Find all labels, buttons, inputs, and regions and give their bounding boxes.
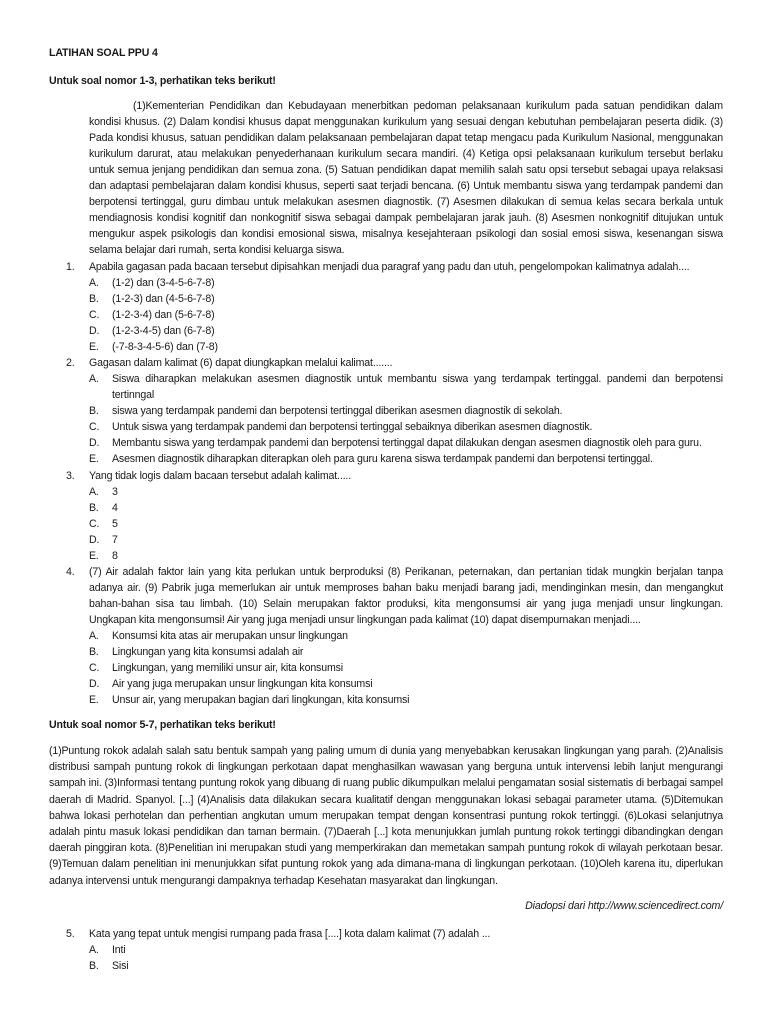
question-stem: Gagasan dalam kalimat (6) dapat diungkapkan melalui kalimat....... (89, 357, 393, 369)
answer-option: C. (1-2-3-4) dan (5-6-7-8) (89, 309, 215, 321)
section2-instruction: Untuk soal nomor 5-7, perhatikan teks berikut! (49, 719, 276, 731)
answer-option: E. 8 (89, 550, 118, 562)
question-stem: Apabila gagasan pada bacaan tersebut dipisahkan menjadi dua paragraf yang padu dan utuh, pengelompokan kalimatnya adalah.... (89, 261, 690, 273)
question-number: 3. (66, 470, 75, 482)
answer-option: C. Lingkungan, yang memiliki unsur air, kita konsumsi (89, 662, 343, 674)
answer-option: A. Konsumsi kita atas air merupakan unsur lingkungan (89, 630, 348, 642)
answer-option: A. Siswa diharapkan melakukan asesmen diagnostik untuk membantu siswa yang terdampak tertinggal. pandemi dan berpotensi tertinngal (89, 373, 723, 401)
answer-option: C. 5 (89, 518, 118, 530)
question-5 (66, 926, 723, 974)
question-stem: (7) Air adalah faktor lain yang kita perlukan untuk berproduksi (8) Perikanan, peternakan, dan pertanian tidak mungkin berjalan tanpa adanya air. (9) Pabrik juga memerlukan air untuk memproses bahan baku menjadi barang jadi, mendinginkan mesin, dan mengangkut bahan-bahan sisa tau limbah. (10) Selain merupakan faktor produksi, kita mengonsumsi air yang juga menjadi unsur lingkungan. Ungkapan kita mengonsumsi! Air yang juga menjadi unsur lingkungan pada kalimat (10) dapat disempurnakan menjadi.... (89, 566, 723, 626)
answer-option: D. (1-2-3-4-5) dan (6-7-8) (89, 325, 215, 337)
section1-passage (89, 98, 723, 258)
answer-option: A. Inti (89, 944, 126, 956)
answer-option: B. 4 (89, 502, 118, 514)
answer-option: A. (1-2) dan (3-4-5-6-7-8) (89, 277, 215, 289)
source-citation: Diadopsi dari http://www.sciencedirect.com/ (525, 900, 723, 912)
answer-option: B. Lingkungan yang kita konsumsi adalah air (89, 646, 304, 658)
answer-option: C. Untuk siswa yang terdampak pandemi dan berpotensi tertinggal sebaiknya diberikan asesmen diagnostik. (89, 421, 593, 433)
question-2 (66, 355, 723, 467)
section1-instruction: Untuk soal nomor 1-3, perhatikan teks berikut! (49, 75, 276, 87)
question-number: 1. (66, 261, 75, 273)
section1-passage-text: (1)Kementerian Pendidikan dan Kebudayaan menerbitkan pedoman pelaksanaan kurikulum pada satuan pendidikan dalam kondisi khusus. (2) Dalam kondisi khusus dapat menggunakan kurikulum yang sesuai dengan kebutuhan pembelajaran peserta didik. (3) Pada kondisi khusus, satuan pendidikan dalam pelaksanaan pembelajaran dapat tetap mengacu pada Kurikulum Nasional, menggunakan kurikulum darurat, atau melakukan penyederhanaan kurikulum secara mandiri. (4) Ketiga opsi pelaksanaan kurikulum tersebut berlaku untuk semua jenjang pendidikan dan semua zona. (5) Satuan pendidikan dapat memilih salah satu opsi tersebut sebagai upaya relaksasi dan adaptasi pembelajaran dalam kondisi khusus, seperti saat terjadi bencana. (6) Untuk membantu siswa yang terdampak pandemi dan berpotensi tertinggal, guru dimbau untuk melakukan asesmen diagnostik. (7) Asesmen dilakukan di semua kelas secara berkala untuk mendiagnosis kondisi kognitif dan nonkognitif siswa sebagai dampak pembelajaran jarak jauh. (8) Asesmen nonkognitif ditujukan untuk mengukur aspek psikologis dan kondisi emosional siswa, misalnya kesejahteraan psikologi dan sosial emosi siswa, kesenangan siswa selama belajar dari rumah, serta kondisi keluarga siswa. (89, 100, 723, 256)
answer-option: D. Air yang juga merupakan unsur lingkungan kita konsumsi (89, 678, 373, 690)
answer-option: B. siswa yang terdampak pandemi dan berpotensi tertinggal diberikan asesmen diagnostik di sekolah. (89, 405, 563, 417)
answer-option: E. Asesmen diagnostik diharapkan diterapkan oleh para guru karena siswa terdampak pandemi dan berpotensi tertinggal. (89, 453, 653, 465)
question-3 (66, 468, 723, 564)
answer-option: E. Unsur air, yang merupakan bagian dari lingkungan, kita konsumsi (89, 694, 410, 706)
question-number: 5. (66, 928, 75, 940)
answer-option: B. (1-2-3) dan (4-5-6-7-8) (89, 293, 215, 305)
answer-option: D. Membantu siswa yang terdampak pandemi dan berpotensi tertinggal dapat dilakukan dengan asesmen diagnostik oleh para guru. (89, 437, 702, 449)
answer-option: E. (-7-8-3-4-5-6) dan (7-8) (89, 341, 218, 353)
question-stem: Yang tidak logis dalam bacaan tersebut adalah kalimat..... (89, 470, 351, 482)
question-number: 2. (66, 357, 75, 369)
question-1 (66, 259, 723, 355)
answer-option: B. Sisi (89, 960, 129, 972)
question-number: 4. (66, 566, 75, 578)
question-4 (66, 564, 723, 708)
answer-option: A. 3 (89, 486, 118, 498)
question-stem: Kata yang tepat untuk mengisi rumpang pada frasa [....] kota dalam kalimat (7) adalah ... (89, 928, 491, 940)
document-title: LATIHAN SOAL PPU 4 (49, 47, 158, 59)
answer-option: D. 7 (89, 534, 118, 546)
section2-passage: (1)Puntung rokok adalah salah satu bentuk sampah yang paling umum di dunia yang menyebabkan kerusakan lingkungan yang parah. (2)Analisis distribusi sampah puntung rokok di lingkungan perkotaan dapat menghasilkan wawasan yang berguna untuk intervensi lebih lanjut mengurangi sampah ini. (3)Informasi tentang puntung rokok yang dibuang di ruang public dikumpulkan melalui pengamatan sosial sistematis di berbagai sampel daerah di Madrid. Spanyol. [...] (4)Analisis data dilakukan secara kualitatif dengan menggunakan lokasi sebagai parameter utama. (5)Ditemukan bahwa lokasi perhotelan dan perhentian angkutan umum merupakan tempat dengan konsentrasi puntung rokok tertinggi. (6)Lokasi selanjutnya adalah pintu masuk lokasi pendidikan dan taman bermain. (7)Daerah [...] kota menunjukkan jumlah puntung rokok tertinggi dibandingkan dengan daerah pinggiran kota. (8)Penelitian ini merupakan studi yang memperkirakan dan memetakan sampah puntung rokok di wilayah perkotaan besar. (9)Temuan dalam penelitian ini menunjukkan sifat puntung rokok yang ada dimana-mana di lingkungan perkotaan. (10)Oleh karena itu, diperlukan adanya intervensi untuk mengurangi dampaknya terhadap Kesehatan masyarakat dan lingkungan. (49, 745, 723, 887)
